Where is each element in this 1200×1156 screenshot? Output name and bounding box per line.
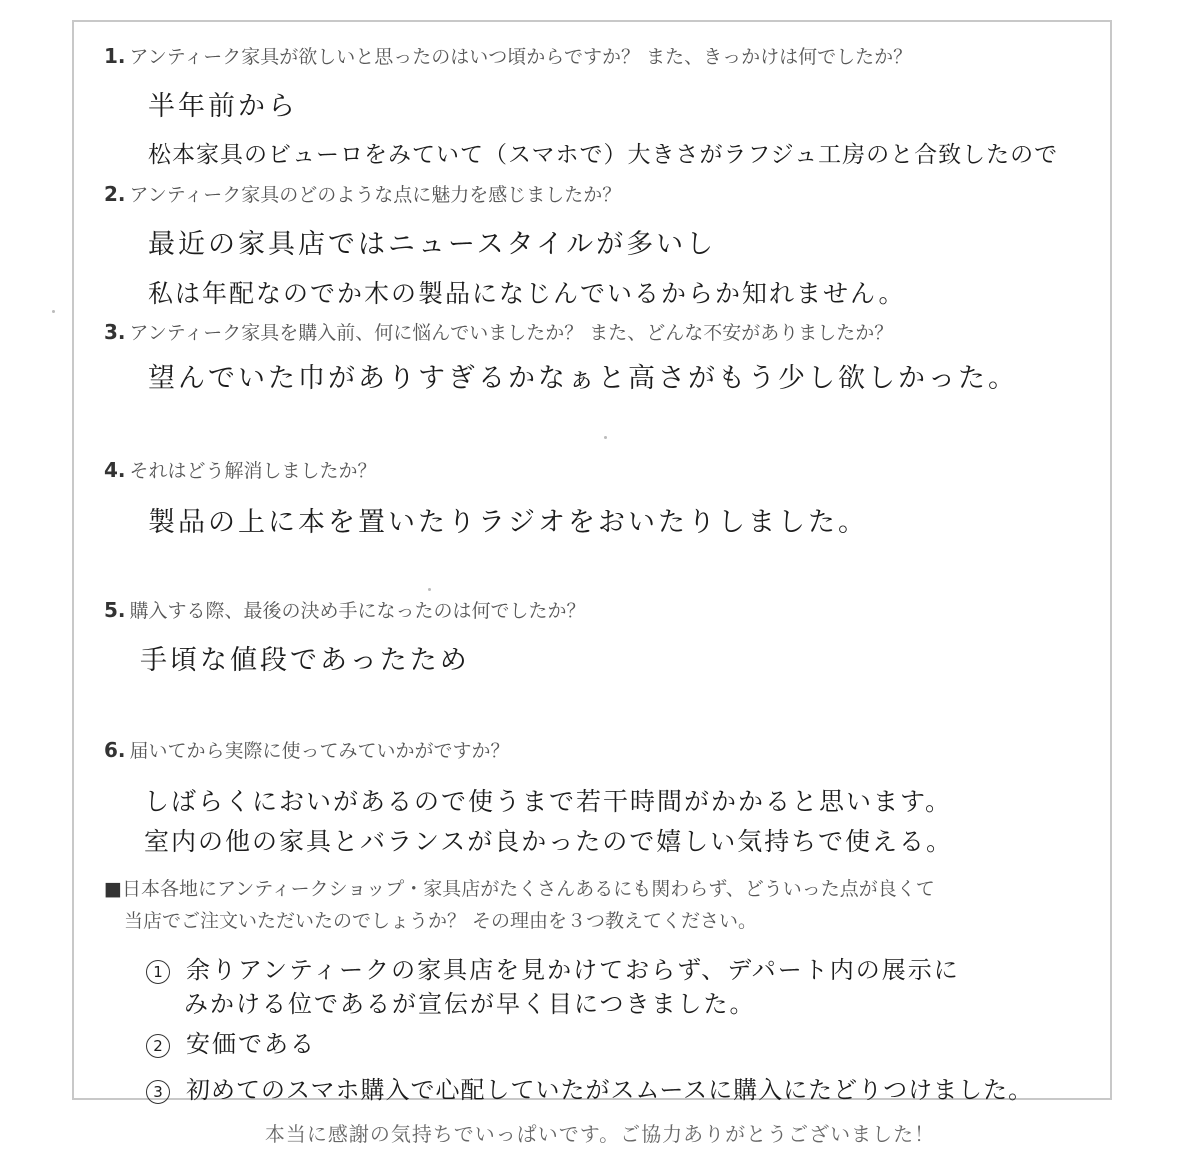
final-prompt-line-2: 当店でご注文いただいたのでしょうか？ その理由を３つ教えてください。	[124, 910, 758, 932]
reason-3-line-1: 初めてのスマホ購入で心配していたがスムースに購入にたどりつけました。	[186, 1076, 1034, 1104]
circled-number-2-icon: 2	[146, 1034, 170, 1058]
thank-you-footer: 本当に感謝の気持ちでいっぱいです。ご協力ありがとうございました！	[264, 1122, 936, 1146]
scan-speck	[604, 436, 607, 439]
circled-number-1-icon: 1	[146, 960, 170, 984]
question-3	[104, 318, 893, 345]
question-4-number: 4.	[104, 458, 126, 482]
answer-1-line-2: 松本家具のビューロをみていて（スマホで）大きさがラフジュ工房のと合致したので	[148, 142, 1059, 168]
answer-2-line-2: 私は年配なのでか木の製品になじんでいるからか知れません。	[148, 279, 906, 308]
answer-6-line-2: 室内の他の家具とバランスが良かったので嬉しい気持ちで使える。	[144, 827, 954, 856]
reason-1	[146, 950, 960, 985]
question-4-text: それはどう解消しましたか？	[129, 460, 377, 482]
question-2-number: 2.	[104, 182, 126, 206]
final-prompt-line-1	[104, 874, 935, 901]
circled-number-3-icon: 3	[146, 1080, 170, 1104]
question-6	[104, 736, 510, 763]
answer-4-line-1: 製品の上に本を置いたりラジオをおいたりしました。	[148, 507, 868, 538]
question-6-number: 6.	[104, 738, 126, 762]
question-6-text: 届いてから実際に使ってみていかがですか？	[129, 740, 510, 762]
reason-2-line-1: 安価である	[186, 1030, 316, 1058]
question-5-text: 購入する際、最後の決め手になったのは何でしたか？	[129, 600, 586, 622]
question-2	[104, 180, 621, 207]
reason-1-line-2: みかける位であるが宣伝が早く目につきました。	[184, 990, 756, 1018]
reason-2	[146, 1024, 316, 1059]
answer-2-line-1: 最近の家具店ではニュースタイルが多いし	[148, 229, 717, 260]
question-3-text: アンティーク家具を購入前、何に悩んでいましたか？ また、どんな不安がありましたか？	[129, 322, 894, 344]
question-1-number: 1.	[104, 44, 126, 68]
question-1-text: アンティーク家具が欲しいと思ったのはいつ頃からですか？ また、きっかけは何でしたか？	[129, 46, 913, 68]
answer-3-line-1: 望んでいた巾がありすぎるかなぁと高さがもう少し欲しかった。	[148, 363, 1018, 394]
reason-1-line-1: 余りアンティークの家具店を見かけておらず、デパート内の展示に	[186, 956, 960, 984]
question-3-number: 3.	[104, 320, 126, 344]
question-5	[104, 596, 586, 623]
reason-3	[146, 1070, 1033, 1105]
square-bullet-icon: ■	[104, 878, 122, 900]
scan-speck	[52, 310, 55, 313]
question-2-text: アンティーク家具のどのような点に魅力を感じましたか？	[129, 184, 622, 206]
question-5-number: 5.	[104, 598, 126, 622]
question-4	[104, 456, 377, 483]
final-prompt-text-1: 日本各地にアンティークショップ・家具店がたくさんあるにも関わらず、どういった点が良くて	[121, 878, 935, 900]
question-1	[104, 42, 912, 69]
answer-5-line-1: 手頃な値段であったため	[140, 645, 470, 676]
scan-speck	[428, 588, 431, 591]
answer-1-line-1: 半年前から	[148, 91, 298, 122]
answer-6-line-1: しばらくにおいがあるので使うまで若干時間がかかると思います。	[144, 787, 953, 816]
